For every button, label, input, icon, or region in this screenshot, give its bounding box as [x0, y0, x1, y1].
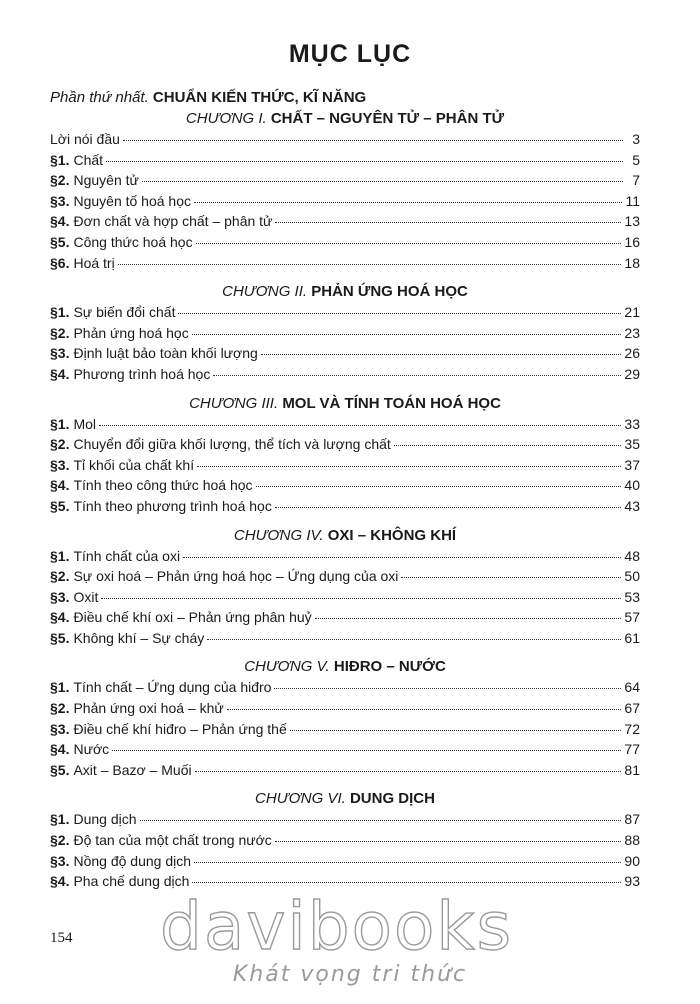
- entry-title: Đơn chất và hợp chất – phân tử: [73, 213, 273, 230]
- entry-page-number: 77: [624, 741, 640, 758]
- part-heading: [50, 89, 366, 106]
- entry-page-number: 18: [624, 254, 640, 271]
- section-number: §3.: [50, 345, 70, 362]
- dot-leader: [99, 425, 621, 426]
- dot-leader: [196, 243, 622, 244]
- section-number: §1.: [50, 679, 70, 696]
- entry-page-number: 16: [624, 233, 640, 250]
- entry-title: Công thức hoá học: [73, 233, 193, 250]
- entry-page-number: 64: [624, 679, 640, 696]
- chapter-heading: [50, 788, 640, 809]
- chapter-label: CHƯƠNG VI.: [255, 790, 346, 808]
- entry-page-number: 5: [632, 151, 640, 168]
- toc-entry[interactable]: [50, 434, 640, 455]
- dot-leader: [192, 334, 622, 335]
- toc-entry[interactable]: [50, 211, 640, 232]
- section-number: §1.: [50, 811, 70, 828]
- dot-leader: [101, 598, 621, 599]
- toc-entry[interactable]: [50, 677, 640, 698]
- chapter-label: CHƯƠNG I.: [185, 110, 267, 127]
- toc-entry[interactable]: [50, 739, 640, 760]
- section-number: §4.: [50, 609, 70, 626]
- chapter-title: MOL VÀ TÍNH TOÁN HOÁ HỌC: [282, 394, 501, 412]
- section-number: §1.: [50, 415, 70, 432]
- toc-entry[interactable]: [50, 760, 640, 781]
- entry-page-number: 37: [624, 456, 640, 473]
- toc-entry[interactable]: [50, 302, 640, 323]
- dot-leader: [106, 161, 623, 162]
- entry-title: Tính theo phương trình hoá học: [73, 497, 272, 514]
- entry-page-number: 72: [624, 720, 640, 737]
- entry-page-number: 26: [624, 345, 640, 362]
- section-number: §4.: [50, 213, 70, 230]
- entry-title: Lời nói đầu: [50, 131, 120, 147]
- dot-leader: [178, 313, 621, 314]
- entry-title: Điều chế khí oxi – Phản ứng phân huỷ: [73, 609, 312, 626]
- dot-leader: [315, 618, 622, 619]
- entry-title: Nguyên tử: [73, 172, 139, 189]
- entry-title: Chuyển đổi giữa khối lượng, thể tích và lượng chất: [73, 436, 391, 453]
- entry-title: Axit – Bazơ – Muối: [73, 761, 192, 778]
- entry-title: Dung dịch: [73, 811, 137, 828]
- entry-title: Nguyên tố hoá học: [73, 192, 191, 209]
- entry-title: Oxit: [73, 588, 99, 605]
- toc-entry[interactable]: [50, 343, 640, 364]
- entry-title: Phản ứng hoá học: [73, 324, 189, 341]
- entry-page-number: 88: [624, 832, 640, 849]
- toc-entry[interactable]: [50, 566, 640, 587]
- section-number: §4.: [50, 873, 70, 890]
- toc-entry[interactable]: [50, 628, 640, 649]
- entry-page-number: 29: [624, 365, 640, 382]
- chapter-title: HIĐRO – NƯỚC: [333, 658, 446, 676]
- toc-entry[interactable]: [50, 698, 640, 719]
- entry-page-number: 33: [624, 415, 640, 432]
- toc-entry[interactable]: [50, 323, 640, 344]
- section-number: §5.: [50, 761, 70, 778]
- dot-leader: [275, 841, 622, 842]
- entry-page-number: 93: [624, 873, 640, 890]
- entry-page-number: 40: [624, 477, 640, 494]
- table-of-contents: [50, 108, 640, 892]
- toc-entry[interactable]: [50, 587, 640, 608]
- section-number: §1.: [50, 151, 70, 168]
- chapter-title: DUNG DỊCH: [349, 790, 435, 808]
- entry-title: Định luật bảo toàn khối lượng: [73, 345, 258, 362]
- dot-leader: [394, 445, 622, 446]
- section-number: §6.: [50, 254, 70, 271]
- toc-entry[interactable]: [50, 170, 640, 191]
- dot-leader: [142, 181, 623, 182]
- entry-page-number: 53: [624, 588, 640, 605]
- entry-title: Sự oxi hoá – Phản ứng hoá học – Ứng dụng của oxi: [73, 568, 399, 585]
- dot-leader: [275, 222, 621, 223]
- entry-page-number: 87: [624, 811, 640, 828]
- entry-page-number: 7: [632, 172, 640, 189]
- dot-leader: [112, 750, 621, 751]
- entry-title: Tính chất – Ứng dụng của hiđro: [73, 679, 272, 696]
- chapter-heading: [50, 281, 640, 302]
- chapter-heading: [50, 393, 640, 414]
- page-title: MỤC LỤC: [288, 40, 412, 68]
- section-number: §2.: [50, 436, 70, 453]
- dot-leader: [194, 202, 622, 203]
- toc-entry[interactable]: [50, 191, 640, 212]
- dot-leader: [274, 688, 621, 689]
- dot-leader: [227, 709, 622, 710]
- toc-entry[interactable]: [50, 129, 640, 150]
- dot-leader: [401, 577, 621, 578]
- section-number: §2.: [50, 700, 70, 717]
- toc-entry[interactable]: [50, 546, 640, 567]
- entry-title: Tính chất của oxi: [73, 547, 181, 564]
- toc-entry[interactable]: [50, 719, 640, 740]
- dot-leader: [213, 375, 621, 376]
- dot-leader: [290, 730, 622, 731]
- dot-leader: [118, 264, 622, 265]
- entry-page-number: 13: [624, 213, 640, 230]
- entry-title: Chất: [73, 151, 104, 168]
- toc-entry[interactable]: [50, 496, 640, 517]
- toc-entry[interactable]: [50, 364, 640, 385]
- entry-page-number: 21: [624, 304, 640, 321]
- entry-title: Điều chế khí hiđro – Phản ứng thế: [73, 720, 287, 737]
- dot-leader: [194, 862, 621, 863]
- chapter-title: OXI – KHÔNG KHÍ: [327, 526, 457, 544]
- dot-leader: [197, 466, 621, 467]
- dot-leader: [261, 354, 622, 355]
- entry-title: Mol: [73, 415, 97, 432]
- chapter-title: CHẤT – NGUYÊN TỬ – PHÂN TỬ: [270, 110, 505, 127]
- section-number: §2.: [50, 172, 70, 189]
- section-number: §3.: [50, 588, 70, 605]
- chapter-heading: [50, 108, 640, 129]
- toc-entry[interactable]: [50, 150, 640, 171]
- entry-title: Độ tan của một chất trong nước: [73, 832, 272, 849]
- chapter-label: CHƯƠNG II.: [222, 283, 308, 301]
- entry-title: Phản ứng oxi hoá – khử: [73, 700, 224, 717]
- watermark-slogan: Khát vọng tri thức: [232, 962, 468, 987]
- entry-page-number: 23: [624, 324, 640, 341]
- entry-title: Nồng độ dung dịch: [73, 852, 192, 869]
- toc-entry[interactable]: [50, 607, 640, 628]
- entry-title: Phương trình hoá học: [73, 365, 211, 382]
- entry-page-number: 11: [625, 192, 640, 209]
- chapter-heading: [50, 656, 640, 677]
- section-number: §3.: [50, 720, 70, 737]
- toc-entry[interactable]: [50, 253, 640, 274]
- entry-title: Hoá trị: [73, 254, 115, 271]
- entry-page-number: 35: [624, 436, 640, 453]
- toc-entry[interactable]: [50, 830, 640, 851]
- dot-leader: [275, 507, 622, 508]
- entry-title: Không khí – Sự cháy: [73, 629, 205, 646]
- watermark-brand: davibooks: [160, 888, 513, 965]
- section-number: §2.: [50, 324, 70, 341]
- entry-page-number: 67: [624, 700, 640, 717]
- section-number: §5.: [50, 497, 70, 514]
- toc-entry[interactable]: [50, 455, 640, 476]
- dot-leader: [140, 820, 622, 821]
- entry-page-number: 61: [624, 629, 640, 646]
- dot-leader: [192, 882, 621, 883]
- toc-entry[interactable]: [50, 414, 640, 435]
- section-number: §3.: [50, 456, 70, 473]
- section-number: §4.: [50, 477, 70, 494]
- entry-title: Nước: [73, 741, 110, 758]
- section-number: §5.: [50, 233, 70, 250]
- dot-leader: [183, 557, 621, 558]
- section-number: §2.: [50, 832, 70, 849]
- dot-leader: [207, 639, 621, 640]
- entry-page-number: 57: [624, 609, 640, 626]
- section-number: §3.: [50, 192, 70, 209]
- section-number: §2.: [50, 568, 70, 585]
- toc-entry[interactable]: [50, 232, 640, 253]
- part-prefix: Phần thứ nhất.: [50, 89, 149, 106]
- section-number: §5.: [50, 629, 70, 646]
- section-number: §4.: [50, 741, 70, 758]
- chapter-label: CHƯƠNG IV.: [233, 526, 324, 544]
- toc-entry[interactable]: [50, 809, 640, 830]
- dot-leader: [256, 486, 622, 487]
- chapter-heading: [50, 525, 640, 546]
- toc-entry[interactable]: [50, 851, 640, 872]
- entry-page-number: 90: [624, 852, 640, 869]
- chapter-title: PHẢN ỨNG HOÁ HỌC: [311, 283, 468, 301]
- section-number: §3.: [50, 852, 70, 869]
- section-number: §4.: [50, 365, 70, 382]
- part-name: CHUẨN KIẾN THỨC, KĨ NĂNG: [152, 89, 367, 106]
- entry-page-number: 81: [624, 761, 640, 778]
- entry-title: Tỉ khối của chất khí: [73, 456, 195, 473]
- section-number: §1.: [50, 304, 70, 321]
- entry-page-number: 3: [632, 131, 640, 147]
- entry-page-number: 43: [624, 497, 640, 514]
- chapter-label: CHƯƠNG III.: [189, 394, 279, 412]
- dot-leader: [123, 140, 623, 141]
- entry-title: Tính theo công thức hoá học: [73, 477, 253, 494]
- chapter-label: CHƯƠNG V.: [244, 658, 330, 676]
- entry-title: Sự biến đổi chất: [73, 304, 176, 321]
- page-number: 154: [50, 930, 73, 946]
- entry-title: Pha chế dung dịch: [73, 873, 190, 890]
- toc-entry[interactable]: [50, 475, 640, 496]
- entry-page-number: 50: [624, 568, 640, 585]
- entry-page-number: 48: [624, 547, 640, 564]
- dot-leader: [195, 771, 622, 772]
- section-number: §1.: [50, 547, 70, 564]
